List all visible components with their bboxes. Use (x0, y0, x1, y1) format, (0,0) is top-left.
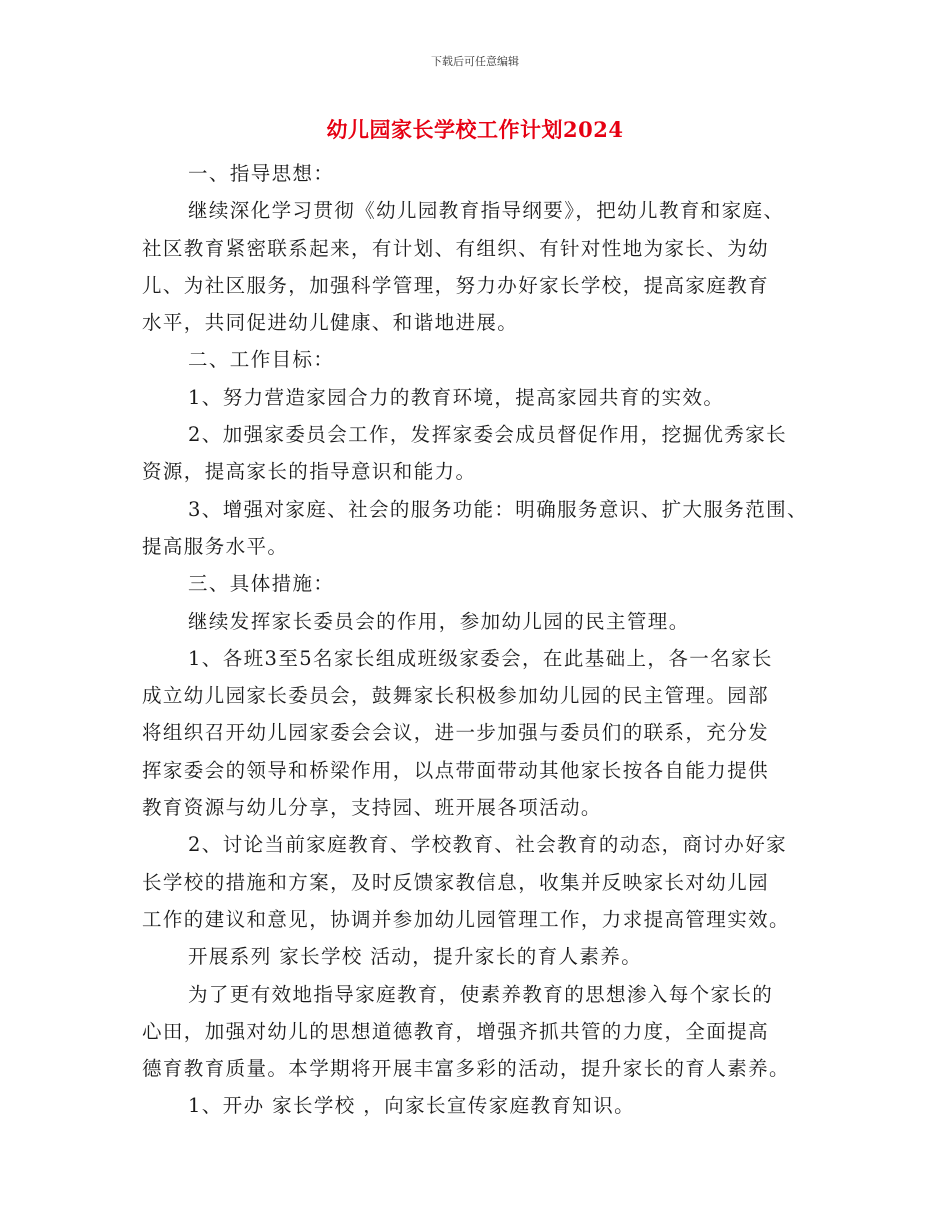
document-title: 幼儿园家长学校工作计划2024 (326, 117, 624, 142)
document-body (142, 155, 822, 1125)
text-line: 1、各班3至5名家长组成班级家委会，在此基础上，各一名家长 (188, 646, 773, 670)
text-line: 继续深化学习贯彻《幼儿园教育指导纲要》，把幼儿教育和家庭、 (188, 199, 785, 223)
text-line: 二、工作目标： (188, 348, 335, 372)
text-line: 儿、为社区服务，加强科学管理，努力办好家长学校，提高家庭教育 (142, 273, 770, 297)
text-line: 2、加强家委员会工作，发挥家委会成员督促作用，挖掘优秀家长 (188, 423, 788, 447)
text-line: 3、增强对家庭、社会的服务功能：明确服务意识、扩大服务范围、 (188, 497, 808, 521)
text-line: 1、努力营造家园合力的教育环境，提高家园共育的实效。 (188, 385, 725, 409)
text-line: 水平，共同促进幼儿健康、和谐地进展。 (142, 311, 519, 335)
text-line: 继续发挥家长委员会的作用，参加幼儿园的民主管理。 (188, 609, 690, 633)
text-line: 成立幼儿园家长委员会，鼓舞家长积极参加幼儿园的民主管理。园部 (142, 684, 770, 708)
text-line: 为了更有效地指导家庭教育，使素养教育的思想渗入每个家长的 (188, 982, 774, 1006)
text-line: 三、具体措施： (188, 572, 335, 596)
header-note: 下载后可任意编辑 (431, 55, 519, 68)
text-line: 教育资源与幼儿分享，支持园、班开展各项活动。 (142, 796, 602, 820)
text-line: 开展系列 家长学校 活动，提升家长的育人素养。 (188, 945, 643, 969)
text-line: 2、讨论当前家庭教育、学校教育、社会教育的动态，商讨办好家 (188, 833, 788, 857)
text-line: 将组织召开幼儿园家委会会议，进一步加强与委员们的联系，充分发 (142, 721, 770, 745)
text-line: 社区教育紧密联系起来，有计划、有组织、有针对性地为家长、为幼 (142, 236, 770, 260)
text-line: 一、指导思想： (188, 162, 335, 185)
text-line: 挥家委会的领导和桥梁作用，以点带面带动其他家长按各自能力提供 (142, 758, 770, 782)
text-line: 1、开办 家长学校 ，向家长宣传家庭教育知识。 (188, 1094, 636, 1118)
text-line: 德育教育质量。本学期将开展丰富多彩的活动，提升家长的育人素养。 (142, 1057, 790, 1081)
text-line: 工作的建议和意见，协调并参加幼儿园管理工作，力求提高管理实效。 (142, 907, 790, 931)
text-line: 提高服务水平。 (142, 534, 289, 558)
text-line: 心田，加强对幼儿的思想道德教育，增强齐抓共管的力度，全面提高 (142, 1019, 770, 1043)
text-line: 资源，提高家长的指导意识和能力。 (142, 460, 477, 484)
text-line: 长学校的措施和方案，及时反馈家教信息，收集并反映家长对幼儿园 (142, 870, 770, 894)
